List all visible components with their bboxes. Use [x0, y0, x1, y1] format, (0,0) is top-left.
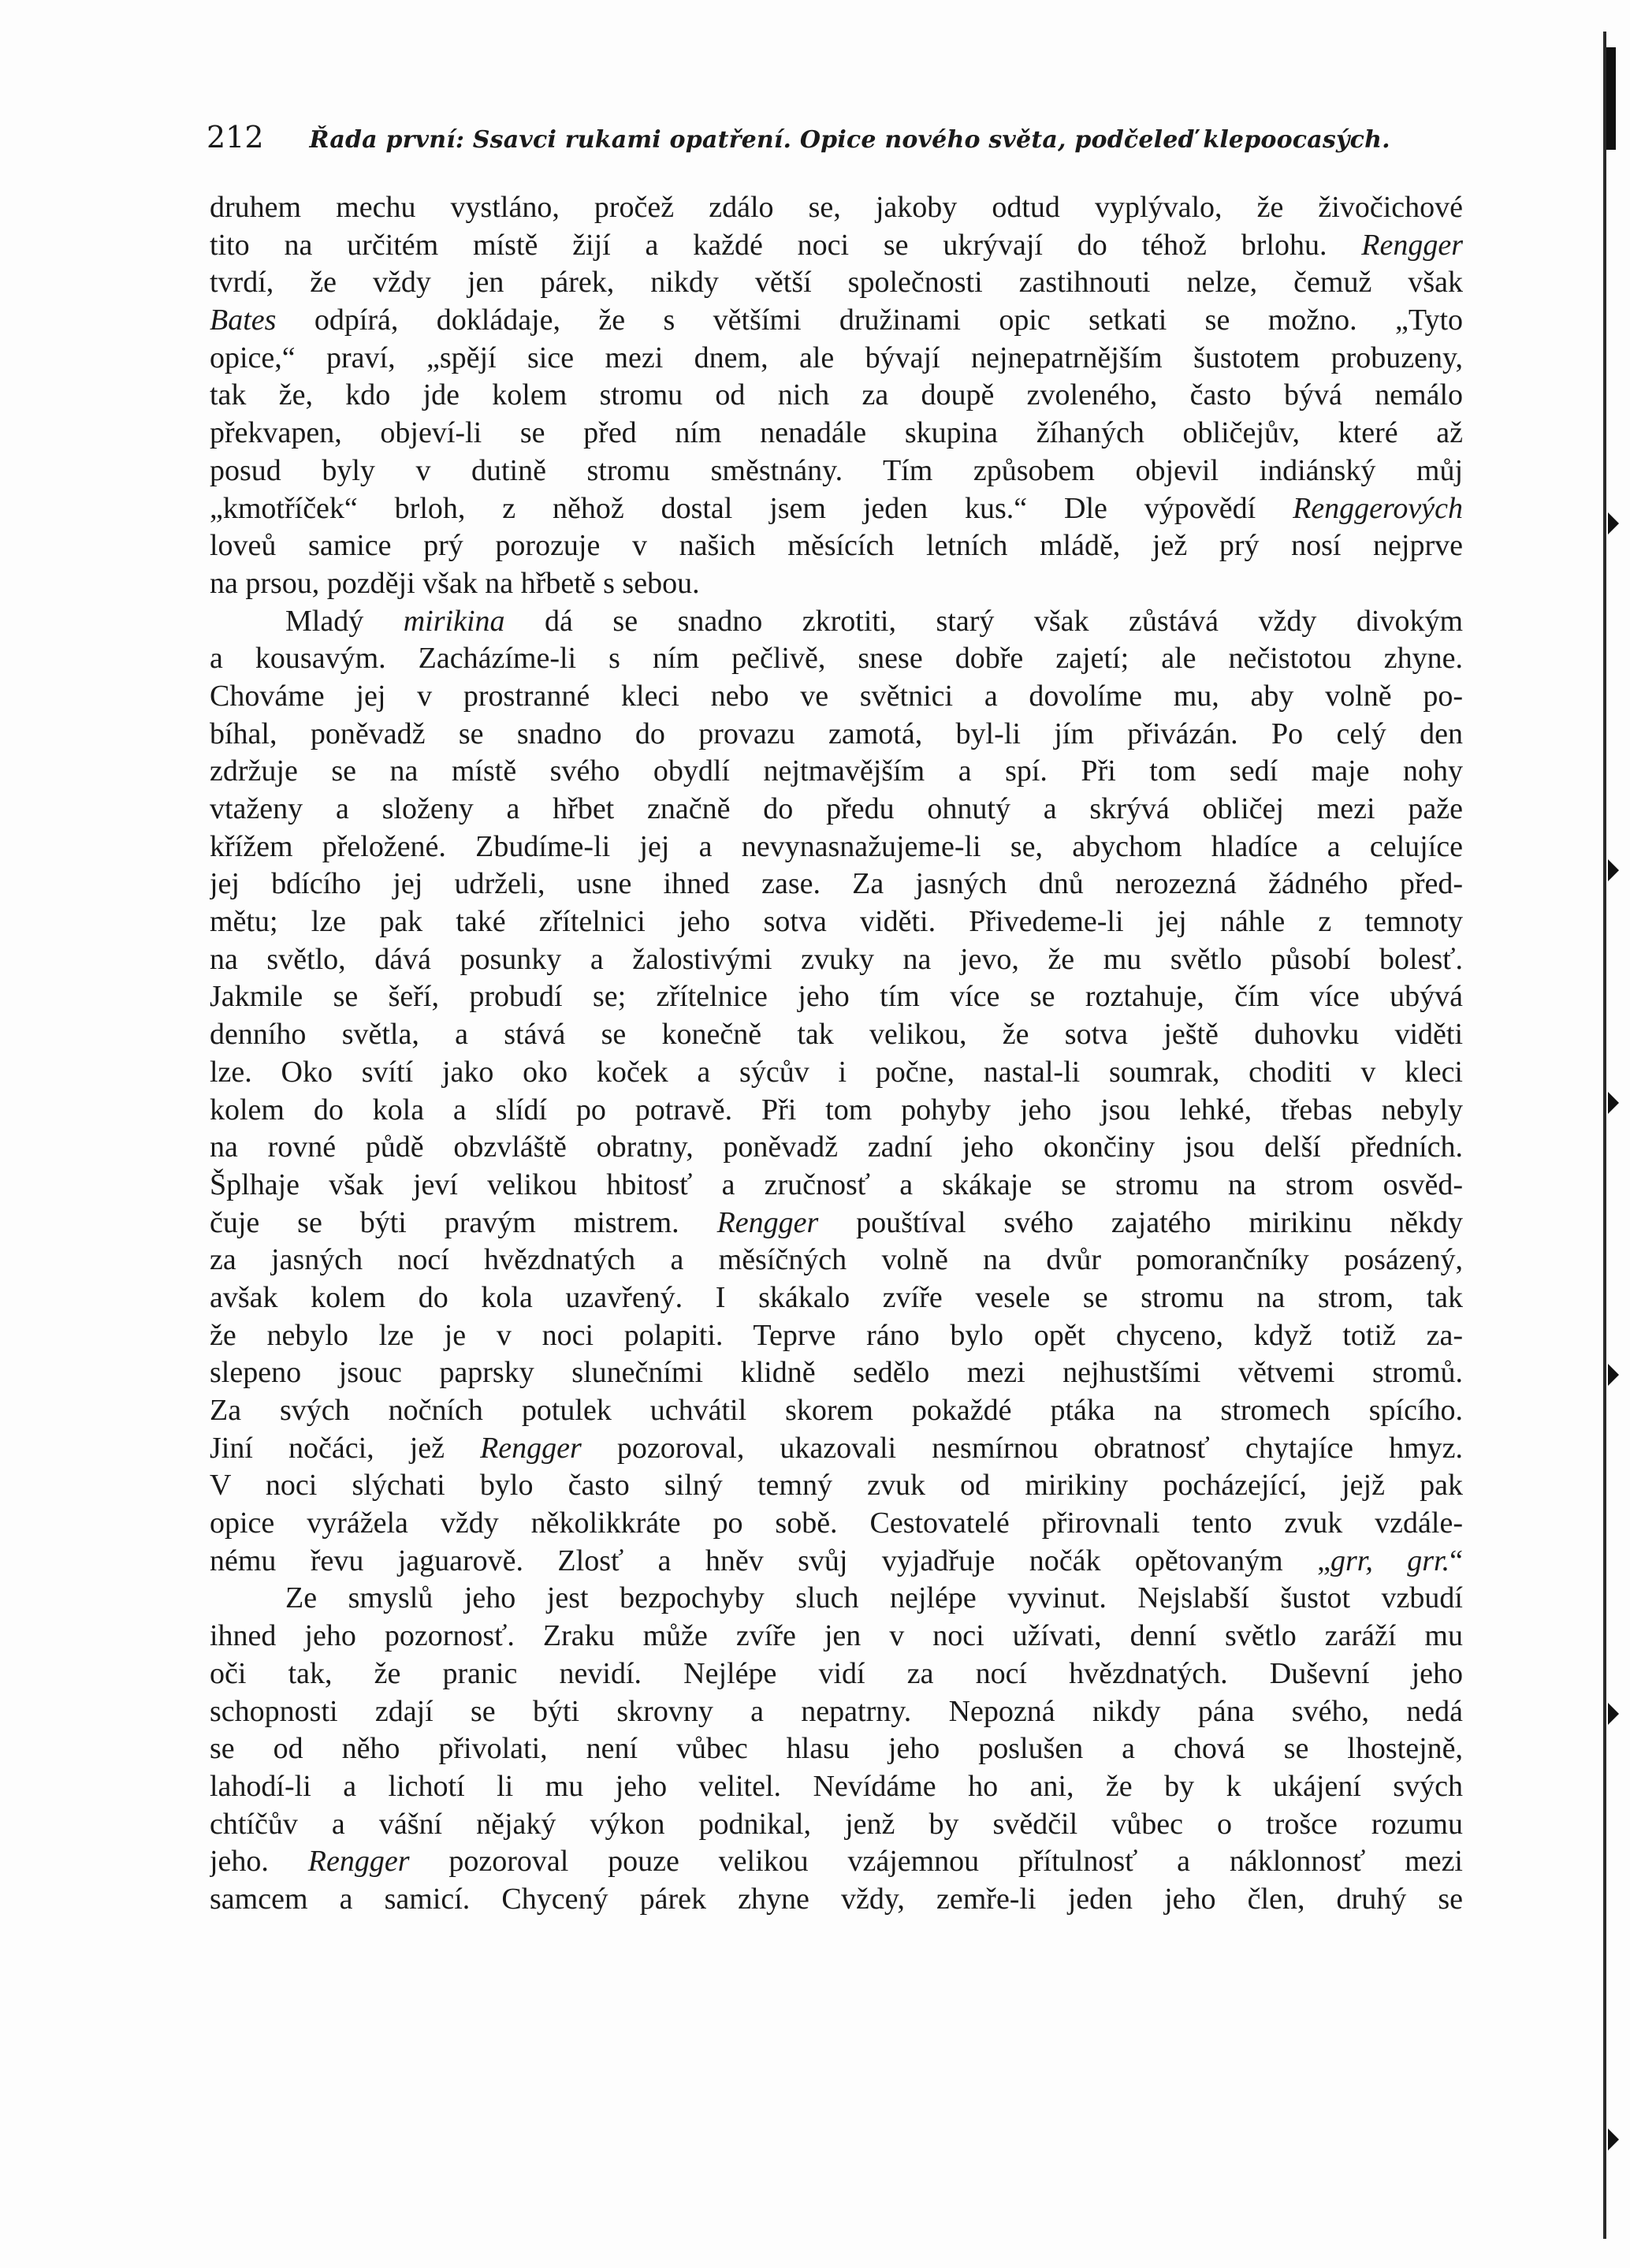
text-line — [210, 1354, 1463, 1392]
italic-name: Rengger — [480, 1431, 582, 1465]
text-run: denního světla, a stává se konečně tak velikou, že sotva ještě duhovku viděti — [210, 1018, 1463, 1052]
text-line — [210, 264, 1463, 302]
italic-name: Rengger — [1361, 228, 1463, 262]
text-line — [210, 1129, 1463, 1167]
text-line — [210, 640, 1463, 678]
text-line — [210, 791, 1463, 829]
text-run: a kousavým. Zacházíme-li s ním pečlivě, snese dobře zajetí; ale nečistotou zhyne. — [210, 642, 1463, 676]
text-run: překvapen, objeví-li se před ním nenadále skupina žíhaných obličejův, které až — [210, 416, 1463, 450]
text-run: se od něho přivolati, není vůbec hlasu jeho poslušen a chová se lhostejně, — [210, 1732, 1463, 1766]
text-line — [210, 1618, 1463, 1655]
text-run: křížem přeložené. Zbudíme-li jej a nevynasnažujeme-li se, abychom hladíce a celujíce — [210, 829, 1463, 863]
text-run: pozoroval, ukazovali nesmírnou obratnosť chytajíce hmyz. — [581, 1431, 1463, 1465]
text-line — [210, 1092, 1463, 1130]
text-run: posud byly v dutině stromu směstnány. Tím způsobem objevil indiánský můj — [210, 453, 1463, 487]
text-line — [210, 1693, 1463, 1731]
text-line — [210, 978, 1463, 1016]
text-run: lahodí-li a lichotí li mu jeho velitel. Nevídáme ho ani, že by k ukájení svých — [210, 1769, 1463, 1803]
text-line — [210, 941, 1463, 979]
text-run: “ — [1450, 1544, 1463, 1577]
text-line — [210, 1016, 1463, 1054]
text-run: čuje se býti pravým mistrem. — [210, 1205, 717, 1239]
body-text — [210, 189, 1463, 1919]
text-line — [210, 1843, 1463, 1881]
edge-marker — [1608, 2128, 1619, 2151]
text-run: pozoroval pouze velikou vzájemnou přítulnosť a náklonnosť mezi — [409, 1845, 1463, 1879]
text-run: opice,“ praví, „spějí sice mezi dnem, ale bývají nejnepatrnějším šustotem probuzeny, — [210, 341, 1463, 374]
edge-marker — [1608, 859, 1619, 881]
edge-notch — [1606, 47, 1616, 150]
italic-name: Renggerových — [1293, 491, 1463, 525]
text-line — [210, 189, 1463, 227]
page-header — [207, 120, 1390, 167]
text-run: bíhal, poněvadž se snadno do provazu zamotá, byl-li jím přivázán. Po celý den — [210, 717, 1463, 750]
text-run: druhem mechu vystláno, pročež zdálo se, jakoby odtud vyplývalo, že živočichové — [210, 191, 1463, 224]
text-run: nému řevu jaguarově. Zlosť a hněv svůj vyjadřuje nočák opětovaným „ — [210, 1544, 1330, 1577]
text-run: jej bdícího jej udrželi, usne ihned zase. Za jasných dnů nerozezná žádného před- — [210, 867, 1463, 901]
edge-marker — [1608, 512, 1619, 534]
text-line — [210, 1730, 1463, 1768]
edge-rule — [1603, 32, 1606, 2239]
text-line — [210, 678, 1463, 716]
text-run: jeho. — [210, 1845, 308, 1879]
text-line — [210, 716, 1463, 754]
page-edge-strip — [1600, 0, 1630, 2268]
text-line — [210, 866, 1463, 903]
text-line — [210, 1505, 1463, 1543]
text-run: Za svých nočních potulek uchvátil skorem pokaždé ptáka na stromech spícího. — [210, 1394, 1463, 1427]
text-run: Šplhaje však jeví velikou hbitosť a zručnosť a skákaje se stromu na strom osvěd- — [210, 1168, 1463, 1201]
text-run: mětu; lze pak také zřítelnici jeho sotva viděti. Přivedeme-li jej náhle z temnoty — [210, 905, 1463, 939]
text-run: kolem do kola a slídí po potravě. Při tom pohyby jeho jsou lehké, třebas nebyly — [210, 1093, 1463, 1127]
text-line — [210, 1279, 1463, 1317]
page-number: 212 — [207, 120, 264, 155]
text-line — [210, 1806, 1463, 1844]
text-line — [210, 603, 1463, 641]
edge-marker — [1608, 1092, 1619, 1114]
text-run: pouštíval svého zajatého mirikinu někdy — [818, 1205, 1463, 1239]
text-run: „kmotříček“ brloh, z něhož dostal jsem jeden kus.“ Dle výpovědí — [210, 491, 1293, 525]
text-run: zdržuje se na místě svého obydlí nejtmavějším a spí. Při tom sedí maje nohy — [210, 754, 1463, 788]
text-run: odpírá, dokládaje, že s většími družinami opic setkati se možno. „Tyto — [276, 304, 1463, 337]
text-line — [210, 377, 1463, 415]
text-run: za jasných nocí hvězdnatých a měsíčných volně na dvůr pomorančníky posázený, — [210, 1243, 1463, 1277]
text-run: na světlo, dává posunky a žalostivými zvuky na jevo, že mu světlo působí bolesť. — [210, 942, 1463, 976]
text-line — [210, 1655, 1463, 1693]
text-run: samcem a samicí. Chycený párek zhyne vždy, zemře-li jeden jeho člen, druhý se — [210, 1882, 1463, 1916]
text-run: tito na určitém místě žijí a každé noci se ukrývají do téhož brlohu. — [210, 228, 1362, 262]
text-line — [210, 490, 1463, 528]
text-line — [210, 1881, 1463, 1919]
text-run: chtíčův a vášní nějaký výkon podnikal, jenž by svědčil vůbec o trošce rozumu — [210, 1807, 1463, 1841]
italic-name: grr, grr. — [1330, 1544, 1450, 1577]
text-run: Chováme jej v prostranné kleci nebo ve světnici a dovolíme mu, aby volně po- — [210, 679, 1463, 713]
text-line — [210, 829, 1463, 866]
edge-marker — [1608, 1364, 1619, 1386]
text-run: Mladý — [285, 604, 404, 638]
text-line — [210, 1317, 1463, 1355]
text-run: na prsou, později však na hřbetě s sebou. — [210, 566, 700, 600]
italic-name: Rengger — [307, 1845, 410, 1879]
text-line — [210, 753, 1463, 791]
italic-name: Bates — [210, 304, 277, 337]
text-line — [210, 1768, 1463, 1806]
text-line — [210, 1580, 1463, 1618]
text-line — [210, 1054, 1463, 1092]
running-title: Řada první: Ssavci rukami opatření. Opice nového světa, podčeleď klepoocasých. — [309, 126, 1390, 154]
text-run: dá se snadno zkrotiti, starý však zůstává vždy divokým — [504, 604, 1463, 638]
text-line — [210, 565, 1463, 603]
italic-name: mirikina — [403, 604, 505, 638]
text-line — [210, 1242, 1463, 1279]
text-line — [210, 227, 1463, 265]
text-run: že nebylo lze je v noci polapiti. Teprve ráno bylo opět chyceno, když totiž za- — [210, 1318, 1463, 1352]
text-line — [210, 452, 1463, 490]
text-line — [210, 302, 1463, 340]
text-line — [210, 1430, 1463, 1468]
text-run: Jiní nočáci, jež — [210, 1431, 481, 1465]
text-run: tvrdí, že vždy jen párek, nikdy větší společnosti zastihnouti nelze, čemuž však — [210, 266, 1463, 300]
text-run: Ze smyslů jeho jest bezpochyby sluch nejlépe vyvinut. Nejslabší šustot vzbudí — [285, 1581, 1463, 1615]
edge-marker — [1608, 1703, 1619, 1725]
text-run: avšak kolem do kola uzavřený. I skákalo zvíře vesele se stromu na strom, tak — [210, 1280, 1463, 1314]
italic-name: Rengger — [716, 1205, 819, 1239]
text-line — [210, 415, 1463, 452]
text-line — [210, 1543, 1463, 1581]
text-line — [210, 903, 1463, 941]
text-line — [210, 1467, 1463, 1505]
text-run: loveů samice prý porozuje v našich měsících letních mládě, jež prý nosí nejprve — [210, 529, 1463, 563]
text-run: V noci slýchati bylo často silný temný zvuk od mirikiny pocházející, jejž pak — [210, 1469, 1463, 1503]
text-line — [210, 1392, 1463, 1430]
text-run: slepeno jsouc paprsky slunečními klidně sedělo mezi nejhustšími větvemi stromů. — [210, 1356, 1463, 1390]
text-line — [210, 1167, 1463, 1205]
text-line — [210, 340, 1463, 378]
text-run: vtaženy a složeny a hřbet značně do předu ohnutý a skrývá obličej mezi paže — [210, 792, 1463, 825]
text-run: tak že, kdo jde kolem stromu od nich za doupě zvoleného, často bývá nemálo — [210, 378, 1463, 412]
text-run: oči tak, že pranic nevidí. Nejlépe vidí za nocí hvězdnatých. Duševní jeho — [210, 1656, 1463, 1690]
text-run: schopnosti zdají se býti skrovny a nepatrny. Nepozná nikdy pána svého, nedá — [210, 1694, 1463, 1728]
text-line — [210, 1205, 1463, 1242]
text-run: na rovné půdě obzvláště obratny, poněvadž zadní jeho okončiny jsou delší předních. — [210, 1130, 1463, 1164]
text-line — [210, 527, 1463, 565]
text-run: lze. Oko svítí jako oko koček a sýcův i počne, nastal-li soumrak, choditi v kleci — [210, 1055, 1463, 1089]
text-run: Jakmile se šeří, probudí se; zřítelnice jeho tím více se roztahuje, čím více ubývá — [210, 980, 1463, 1014]
text-run: opice vyrážela vždy několikkráte po sobě. Cestovatelé přirovnali tento zvuk vzdále- — [210, 1506, 1463, 1540]
text-run: ihned jeho pozornosť. Zraku může zvíře jen v noci užívati, denní světlo zaráží mu — [210, 1619, 1463, 1653]
